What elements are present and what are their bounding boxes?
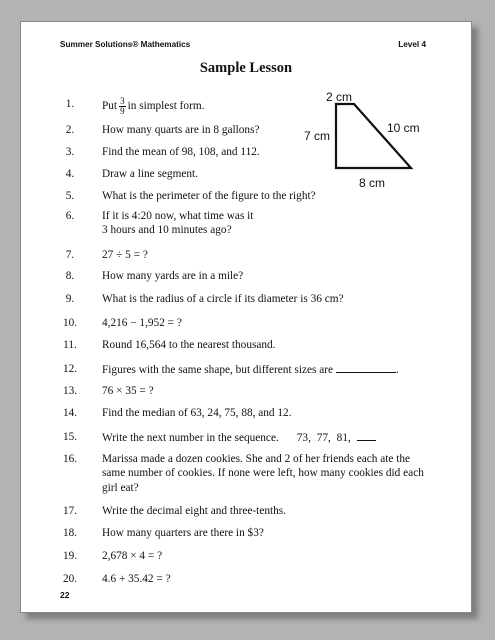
question-text [102, 97, 204, 116]
question-text: 27 ÷ 5 = ? [102, 249, 148, 261]
figure-label-top: 2 cm [326, 90, 353, 104]
page-title: Sample Lesson [199, 60, 293, 76]
question-number: 3. [65, 146, 75, 158]
figure-label-right: 10 cm [387, 121, 420, 135]
figure-label-left: 7 cm [304, 129, 331, 143]
question-text: How many yards are in a mile? [102, 270, 244, 282]
question-text: How many quarts are in 8 gallons? [102, 124, 260, 136]
question-text: 4.6 + 35.42 = ? [102, 573, 171, 585]
fraction-numerator: 3 [120, 96, 125, 106]
question-text-pre: Put [102, 100, 118, 113]
question-number: 10. [62, 317, 78, 329]
question-text: Find the mean of 98, 108, and 112. [102, 146, 260, 158]
question-number: 11. [63, 339, 77, 351]
question-text: Marissa made a dozen cookies. She and 2 of her friends each ate the same number of cookies. If none were left, how many cookies did each girl eat? [102, 453, 424, 494]
question-text: Draw a line segment. [102, 168, 198, 180]
question-text-main: Figures with the same shape, but different sizes are [102, 364, 333, 376]
worksheet-page [20, 21, 472, 613]
question-text: What is the radius of a circle if its diameter is 36 cm? [102, 293, 344, 305]
question-number: 7. [65, 249, 75, 261]
question-text-post: in simplest form. [127, 100, 205, 113]
trapezoid-figure [301, 88, 461, 200]
question-text [102, 209, 253, 238]
question-text-main: Write the next number in the sequence. [102, 432, 279, 444]
question-text: 76 × 35 = ? [102, 385, 154, 397]
answer-blank [336, 362, 396, 373]
question-number: 15. [62, 431, 78, 443]
trapezoid-shape [336, 104, 411, 168]
question-number: 18. [62, 527, 78, 539]
question-number: 12. [62, 363, 78, 375]
question-text: What is the perimeter of the figure to the right? [102, 190, 316, 202]
question-text: How many quarters are there in $3? [102, 527, 264, 539]
question-number: 14. [62, 407, 78, 419]
page-number: 22 [60, 590, 70, 600]
question-text: 4,216 − 1,952 = ? [102, 317, 182, 329]
sequence-numbers: 73, 77, 81, [296, 432, 351, 444]
question-number: 8. [65, 270, 75, 282]
fraction-denominator: 9 [120, 106, 125, 116]
question-text-end: . [395, 364, 399, 376]
figure-label-bottom: 8 cm [359, 176, 386, 190]
question-number: 20. [62, 573, 78, 585]
question-number: 17. [62, 505, 78, 517]
question-number: 5. [65, 190, 75, 202]
question-number: 2. [65, 124, 75, 136]
question-number: 16. [62, 453, 78, 465]
question-number: 4. [65, 168, 75, 180]
question-number: 13. [62, 385, 78, 397]
question-text [102, 430, 376, 445]
answer-blank [357, 430, 376, 441]
fraction [119, 97, 126, 116]
question-number: 19. [62, 550, 78, 562]
question-number: 1. [65, 98, 75, 110]
question-text: Find the median of 63, 24, 75, 88, and 12. [102, 407, 292, 419]
question-text: Round 16,564 to the nearest thousand. [102, 339, 276, 351]
header-level: Level 4 [398, 40, 426, 49]
question-text: 2,678 × 4 = ? [102, 550, 163, 562]
question-text [102, 362, 399, 377]
question-number: 9. [65, 293, 75, 305]
question-text: Write the decimal eight and three-tenths. [102, 505, 286, 517]
header-series-title: Summer Solutions® Mathematics [60, 40, 191, 49]
question-text-line-2: 3 hours and 10 minutes ago? [102, 224, 232, 237]
question-text-line-1: If it is 4:20 now, what time was it [102, 210, 254, 222]
question-number: 6. [65, 210, 75, 222]
